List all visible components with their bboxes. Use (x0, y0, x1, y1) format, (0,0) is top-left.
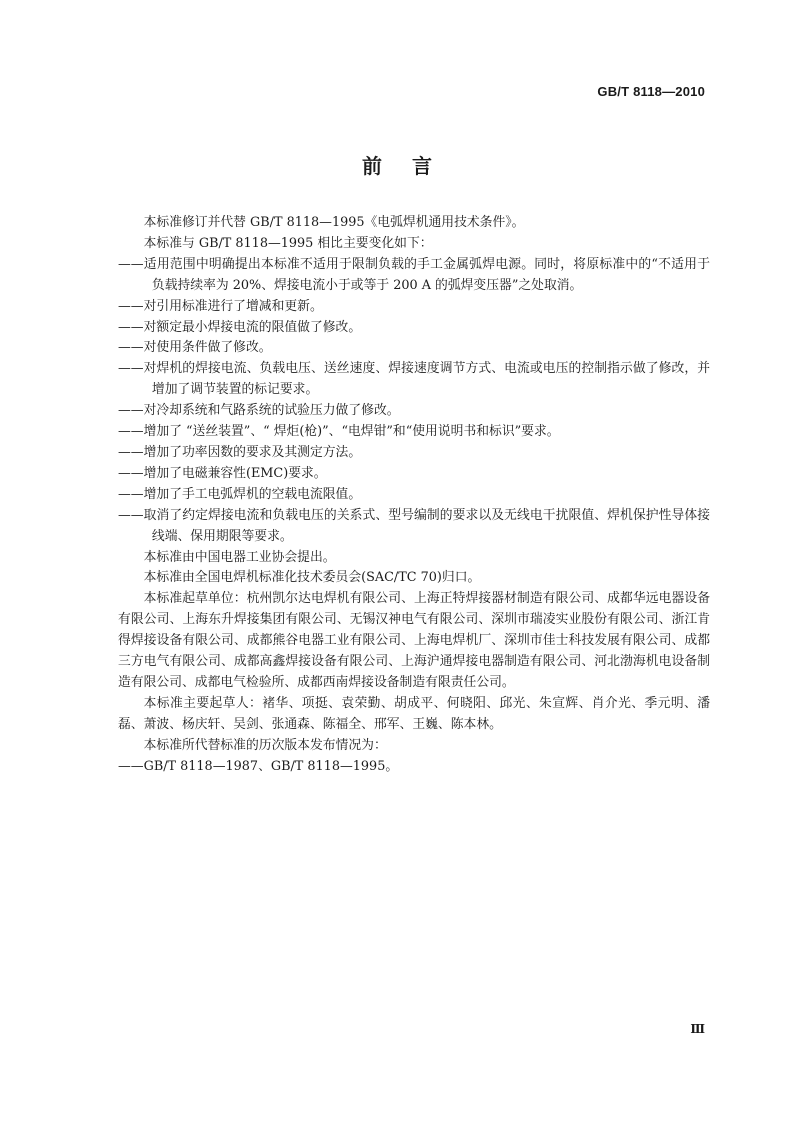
paragraph-replaces: 本标准修订并代替 GB/T 8118—1995《电弧焊机通用技术条件》。 (143, 215, 525, 230)
foreword-body (118, 213, 710, 777)
change-item: ——对冷却系统和气路系统的试验压力做了修改。 (118, 403, 400, 419)
standard-code: GB/T 8118—2010 (597, 84, 705, 99)
change-item: ——增加了 “送丝装置”、“ 焊炬(枪)”、“电焊钳”和“使用说明书和标识”要求。 (118, 424, 560, 440)
change-item: ——增加了电磁兼容性(EMC)要求。 (118, 465, 327, 481)
change-item: ——对引用标准进行了增减和更新。 (118, 298, 323, 314)
change-item: ——对焊机的焊接电流、负载电压、送丝速度、焊接速度调节方式、电流或电压的控制指示做了修改，并增加了调节装置的标记要求。 (118, 361, 710, 398)
change-item: ——对使用条件做了修改。 (118, 340, 272, 356)
change-item: ——取消了约定焊接电流和负载电压的关系式、型号编制的要求以及无线电干扰限值、焊机保护性导体接线端、保用期限等要求。 (118, 507, 710, 544)
paragraph-proposer: 本标准由中国电器工业协会提出。 (143, 549, 336, 565)
paragraph-administrator: 本标准由全国电焊机标准化技术委员会(SAC/TC 70)归口。 (143, 570, 481, 586)
change-item: ——增加了功率因数的要求及其测定方法。 (118, 444, 362, 460)
change-item: ——适用范围中明确提出本标准不适用于限制负载的手工金属弧焊电源。同时，将原标准中的“不适用于负载持续率为 20%、焊接电流小于或等于 200 A 的弧焊变压器”之处取消。 (118, 256, 710, 293)
page-number: Ⅲ (690, 1022, 705, 1036)
history-item: ——GB/T 8118—1987、GB/T 8118—1995。 (118, 758, 399, 774)
change-item: ——对额定最小焊接电流的限值做了修改。 (118, 319, 362, 335)
paragraph-drafters: 本标准主要起草人：褚华、项挺、袁荣勤、胡成平、何晓阳、邱光、朱宣辉、肖介光、季元明、潘磊、萧波、杨庆轩、吴剑、张通森、陈福全、邢军、王巍、陈本林。 (118, 695, 710, 732)
page-title: 前言 (362, 154, 462, 178)
paragraph-drafting-units: 本标准起草单位：杭州凯尔达电焊机有限公司、上海正特焊接器材制造有限公司、成都华远电器设备有限公司、上海东升焊接集团有限公司、无锡汉神电气有限公司、深圳市瑞凌实业股份有限公司、浙江肯得焊接设备有限公司、成都熊谷电器工业有限公司、上海电焊机厂、深圳市佳士科技发展有限公司、成都三方电气有限公司、成都高鑫焊接设备有限公司、上海沪通焊接电器制造有限公司、河北渤海机电设备制造有限公司、成都电气检验所、成都西南焊接设备制造有限责任公司。 (118, 591, 710, 690)
paragraph-history-intro: 本标准所代替标准的历次版本发布情况为： (143, 737, 387, 753)
change-item: ——增加了手工电弧焊机的空载电流限值。 (118, 486, 362, 502)
paragraph-changes-intro: 本标准与 GB/T 8118—1995 相比主要变化如下： (143, 235, 433, 251)
